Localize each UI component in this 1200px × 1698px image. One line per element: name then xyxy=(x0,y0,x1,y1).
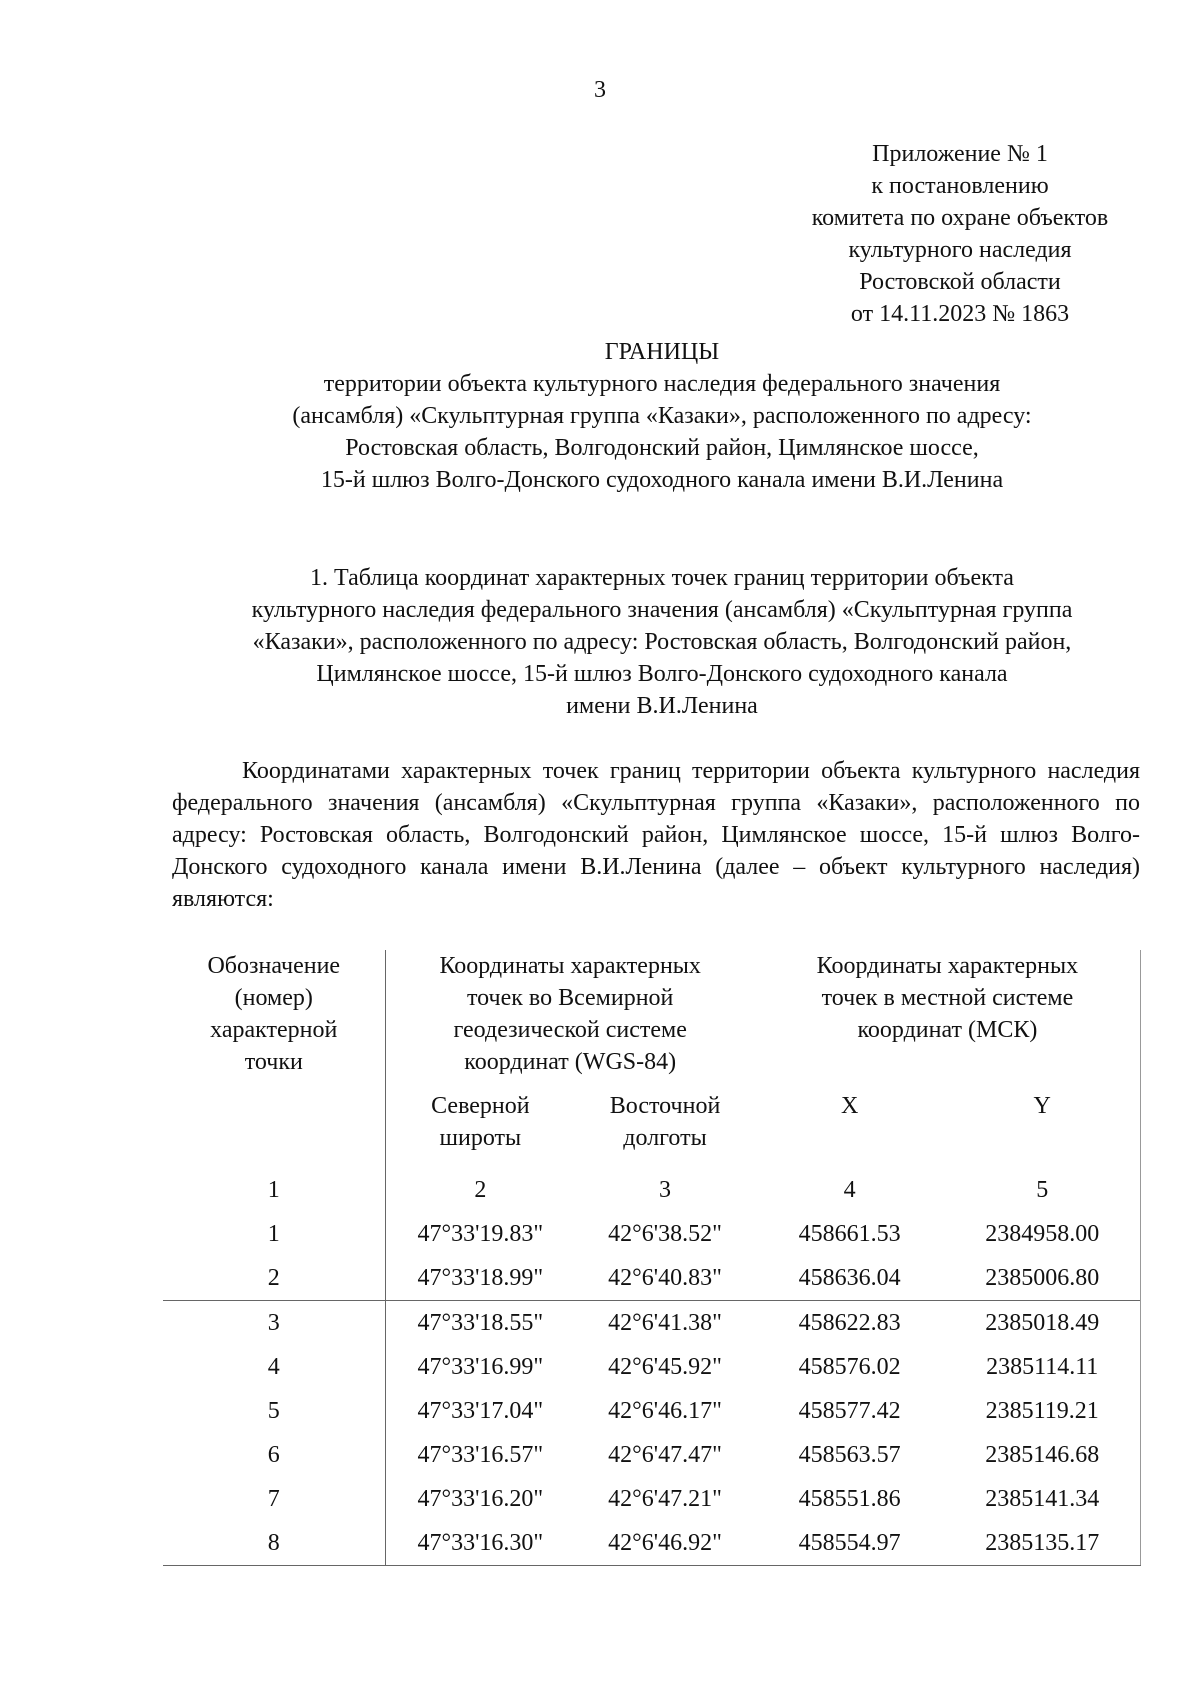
cell-point: 7 xyxy=(163,1477,385,1521)
cell-latitude: 47°33'16.30" xyxy=(385,1521,575,1566)
table-row xyxy=(163,1477,1141,1521)
intro-text: Координатами характерных точек границ территории объекта культурного наследия федерального значения (ансамбля) «Скульптурная группа «Казаки», расположенного по адресу: Ростовская область, Волгодонский район, Цимлянское шоссе, 15-й шлюз Волго-Донского судоходного канала имени В.И.Ленина (далее – объект культурного наследия) являются: xyxy=(172,758,1140,912)
appendix-line: Приложение № 1 xyxy=(872,141,1048,167)
title-line: Ростовская область, Волгодонский район, Цимлянское шоссе, xyxy=(345,435,979,461)
appendix-line: от 14.11.2023 № 1863 xyxy=(850,301,1070,327)
table-row xyxy=(163,1521,1141,1566)
subheader-x: X xyxy=(840,1093,859,1119)
header-text: Обозначение xyxy=(207,953,341,979)
cell-point: 1 xyxy=(163,1212,385,1256)
subheader-longitude xyxy=(575,1090,755,1168)
cell-longitude: 42°6'47.47" xyxy=(608,1442,722,1468)
cell-longitude: 42°6'46.92" xyxy=(575,1521,755,1566)
cell-latitude: 47°33'16.57" xyxy=(417,1442,544,1468)
section-line: «Казаки», расположенного по адресу: Ростовская область, Волгодонский район, xyxy=(252,629,1072,655)
column-number: 3 xyxy=(659,1177,672,1203)
section-line: культурного наследия федерального значения (ансамбля) «Скульптурная группа xyxy=(251,597,1073,623)
table-header-row xyxy=(163,950,1141,1090)
cell-x: 458661.53 xyxy=(798,1221,901,1247)
header-text: точек во Всемирной xyxy=(466,985,674,1011)
section-line: 1. Таблица координат характерных точек границ территории объекта xyxy=(310,565,1014,591)
subheader-latitude xyxy=(385,1090,575,1168)
column-number: 2 xyxy=(474,1177,487,1203)
column-number-row xyxy=(163,1168,1141,1212)
page-number: 3 xyxy=(594,77,606,103)
cell-latitude: 47°33'16.20" xyxy=(417,1486,544,1512)
cell-y: 2385141.34 xyxy=(944,1477,1140,1521)
cell-x: 458551.86 xyxy=(798,1486,901,1512)
cell-y: 2384958.00 xyxy=(944,1212,1140,1256)
header-text: (номер) xyxy=(234,985,313,1011)
header-text: долготы xyxy=(623,1125,707,1151)
header-text: Восточной xyxy=(609,1093,721,1119)
header-text: характерной xyxy=(210,1017,338,1043)
appendix-line: Ростовской области xyxy=(859,269,1061,295)
cell-longitude: 42°6'38.52" xyxy=(608,1221,722,1247)
document-title xyxy=(172,339,1152,496)
header-text: координат (МСК) xyxy=(857,1017,1038,1043)
header-text: точек в местной системе xyxy=(821,985,1074,1011)
cell-x: 458622.83 xyxy=(755,1301,945,1346)
subheader-y: Y xyxy=(944,1090,1140,1168)
table-row xyxy=(163,1212,1141,1256)
cell-point: 8 xyxy=(163,1521,385,1566)
column-number: 5 xyxy=(944,1168,1140,1212)
header-text: геодезической системе xyxy=(453,1017,687,1043)
coordinates-table xyxy=(163,950,1141,1566)
appendix-stamp xyxy=(780,138,1140,330)
section-line: Цимлянское шоссе, 15-й шлюз Волго-Донского судоходного канала xyxy=(316,661,1008,687)
cell-y: 2385135.17 xyxy=(944,1521,1140,1566)
cell-longitude: 42°6'45.92" xyxy=(608,1354,722,1380)
header-msk xyxy=(755,950,1141,1090)
cell-latitude: 47°33'19.83" xyxy=(417,1221,544,1247)
header-text: Северной xyxy=(431,1093,530,1119)
cell-x: 458576.02 xyxy=(798,1354,901,1380)
title-line: (ансамбля) «Скульптурная группа «Казаки», расположенного по адресу: xyxy=(292,403,1032,429)
cell-point: 3 xyxy=(163,1301,385,1346)
table-row xyxy=(163,1301,1141,1346)
cell-latitude: 47°33'18.55" xyxy=(385,1301,575,1346)
cell-y: 2385018.49 xyxy=(944,1301,1140,1346)
cell-longitude: 42°6'41.38" xyxy=(575,1301,755,1346)
cell-latitude: 47°33'17.04" xyxy=(417,1398,544,1424)
table-row xyxy=(163,1433,1141,1477)
header-point-designation xyxy=(163,950,385,1168)
table-row xyxy=(163,1389,1141,1433)
cell-x: 458636.04 xyxy=(798,1265,901,1291)
cell-y: 2385114.11 xyxy=(944,1345,1140,1389)
cell-longitude: 42°6'47.21" xyxy=(608,1486,722,1512)
cell-point: 5 xyxy=(163,1389,385,1433)
header-text: координат (WGS-84) xyxy=(464,1049,677,1075)
cell-x: 458577.42 xyxy=(798,1398,901,1424)
title-line: территории объекта культурного наследия федерального значения xyxy=(323,371,1001,397)
header-text: Координаты характерных xyxy=(816,953,1079,979)
appendix-line: культурного наследия xyxy=(848,237,1072,263)
cell-point: 4 xyxy=(163,1345,385,1389)
cell-latitude: 47°33'16.99" xyxy=(417,1354,544,1380)
appendix-line: комитета по охране объектов xyxy=(811,205,1109,231)
cell-point: 6 xyxy=(163,1433,385,1477)
cell-x: 458563.57 xyxy=(798,1442,901,1468)
title-heading: ГРАНИЦЫ xyxy=(604,339,720,365)
cell-x: 458554.97 xyxy=(755,1521,945,1566)
intro-paragraph xyxy=(172,755,1140,915)
cell-y: 2385146.68 xyxy=(944,1433,1140,1477)
cell-latitude: 47°33'18.99" xyxy=(417,1265,544,1291)
cell-longitude: 42°6'40.83" xyxy=(608,1265,722,1291)
header-text: Координаты характерных xyxy=(439,953,701,979)
cell-point: 2 xyxy=(163,1256,385,1301)
header-text: точки xyxy=(244,1049,303,1075)
column-number: 1 xyxy=(163,1168,385,1212)
title-line: 15-й шлюз Волго-Донского судоходного канала имени В.И.Ленина xyxy=(320,467,1004,493)
table-row xyxy=(163,1256,1141,1301)
cell-y: 2385006.80 xyxy=(944,1256,1140,1301)
section-title xyxy=(172,562,1152,722)
column-number: 4 xyxy=(843,1177,856,1203)
header-text: широты xyxy=(439,1125,522,1151)
appendix-line: к постановлению xyxy=(871,173,1049,199)
cell-y: 2385119.21 xyxy=(944,1389,1140,1433)
cell-longitude: 42°6'46.17" xyxy=(608,1398,722,1424)
section-line: имени В.И.Ленина xyxy=(566,693,758,719)
header-wgs84 xyxy=(385,950,755,1090)
table-row xyxy=(163,1345,1141,1389)
